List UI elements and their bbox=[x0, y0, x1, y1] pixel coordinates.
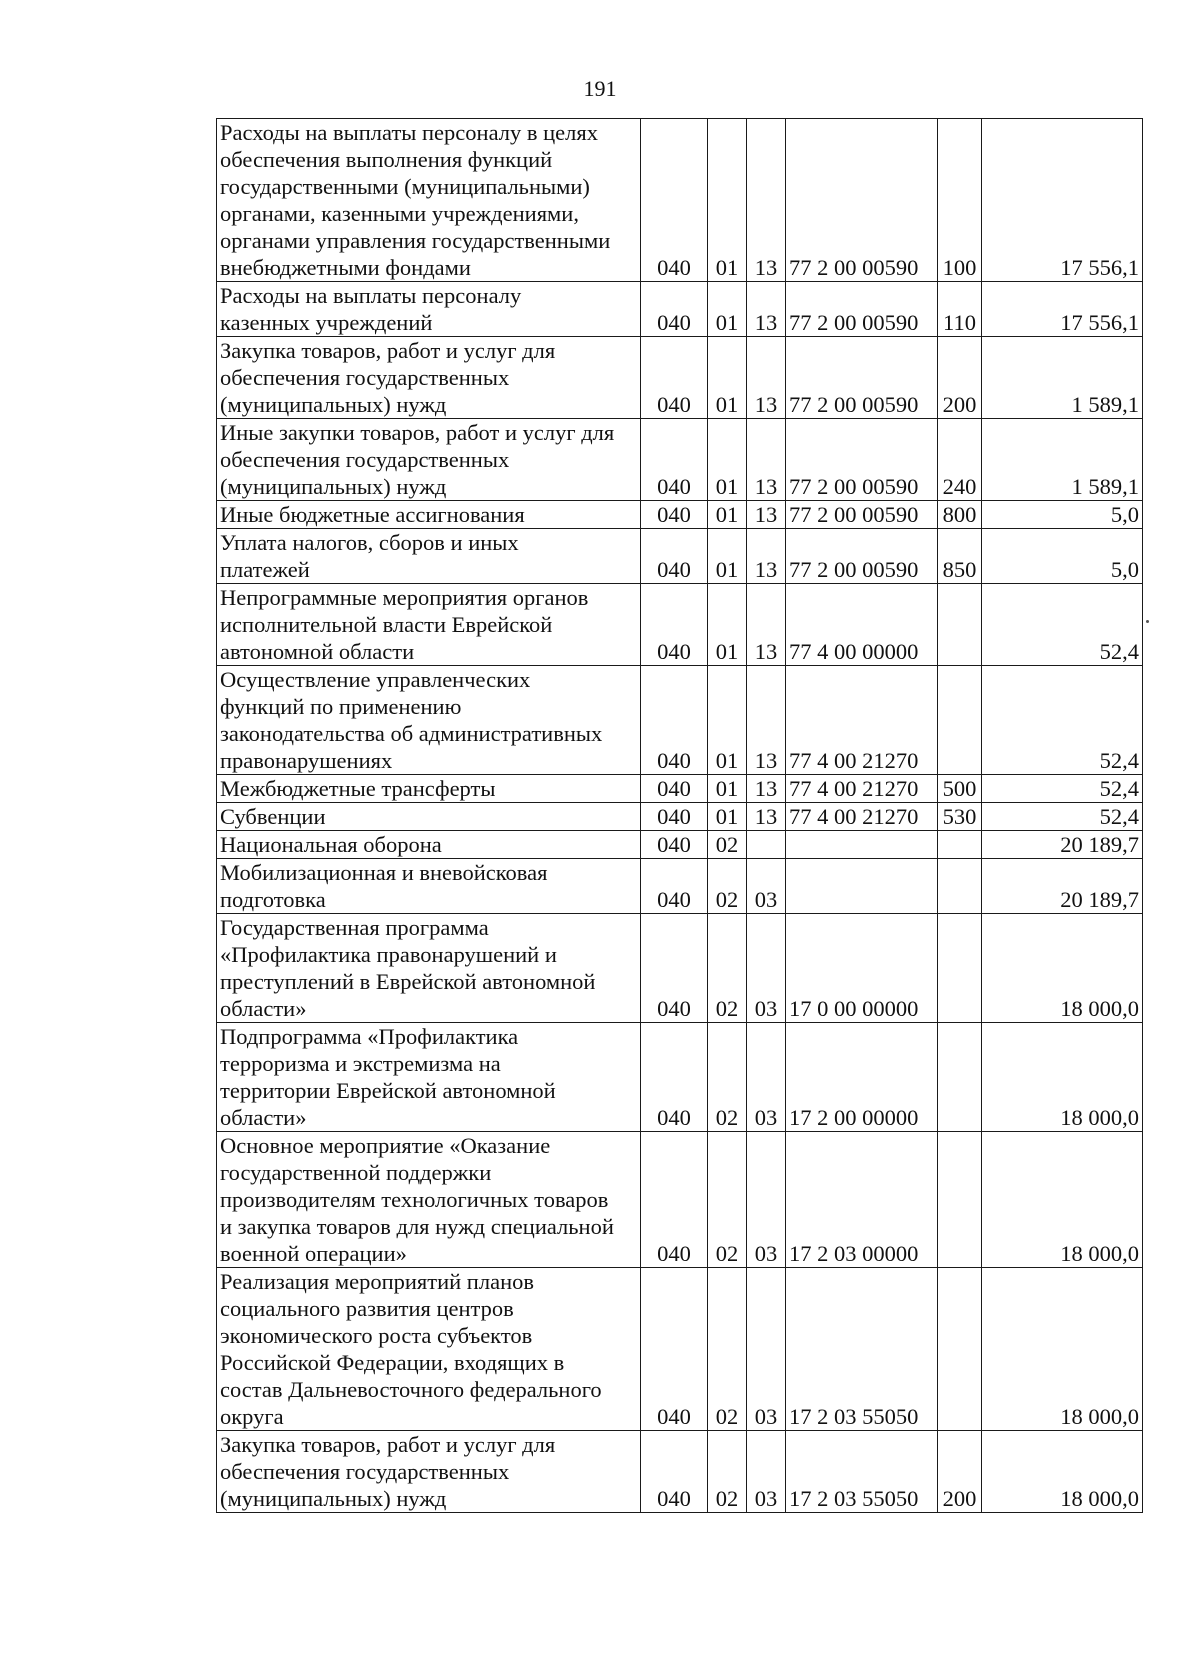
item-name-line: обеспечения выполнения функций bbox=[220, 147, 553, 172]
section-code-cell: 01 bbox=[708, 529, 747, 584]
item-name-line: Национальная оборона bbox=[220, 832, 442, 857]
item-name-line: производителям технологичных товаров bbox=[220, 1187, 609, 1212]
table-row bbox=[217, 1132, 1143, 1268]
gr-code-cell: 040 bbox=[641, 119, 708, 282]
amount-cell: 20 189,7 bbox=[982, 831, 1143, 859]
item-name-cell bbox=[217, 666, 641, 775]
target-article-cell: 77 2 00 00590 bbox=[786, 282, 938, 337]
amount-cell: 52,4 bbox=[982, 803, 1143, 831]
item-name-line: и закупка товаров для нужд специальной bbox=[220, 1214, 614, 1239]
item-name-line: обеспечения государственных bbox=[220, 1459, 510, 1484]
subsection-code-cell bbox=[747, 831, 786, 859]
expense-type-cell: 800 bbox=[938, 501, 982, 529]
item-name-line: государственными (муниципальными) bbox=[220, 174, 590, 199]
gr-code-cell: 040 bbox=[641, 282, 708, 337]
subsection-code-cell: 03 bbox=[747, 1431, 786, 1513]
section-code-cell: 02 bbox=[708, 1431, 747, 1513]
amount-cell: 18 000,0 bbox=[982, 1132, 1143, 1268]
item-name-line: области» bbox=[220, 996, 307, 1021]
target-article-cell: 77 4 00 21270 bbox=[786, 666, 938, 775]
target-article-cell: 17 0 00 00000 bbox=[786, 914, 938, 1023]
item-name-line: Российской Федерации, входящих в bbox=[220, 1350, 565, 1375]
expense-type-cell: 200 bbox=[938, 337, 982, 419]
section-code-cell: 02 bbox=[708, 1268, 747, 1431]
target-article-cell: 17 2 03 55050 bbox=[786, 1431, 938, 1513]
item-name-cell bbox=[217, 859, 641, 914]
table-row bbox=[217, 337, 1143, 419]
gr-code-cell: 040 bbox=[641, 529, 708, 584]
gr-code-cell: 040 bbox=[641, 914, 708, 1023]
item-name-line: платежей bbox=[220, 557, 310, 582]
item-name-line: Непрограммные мероприятия органов bbox=[220, 585, 589, 610]
item-name-line: функций по применению bbox=[220, 694, 462, 719]
item-name-line: Мобилизационная и вневойсковая bbox=[220, 860, 548, 885]
table-row bbox=[217, 584, 1143, 666]
item-name-cell bbox=[217, 337, 641, 419]
section-code-cell: 01 bbox=[708, 666, 747, 775]
amount-cell: 20 189,7 bbox=[982, 859, 1143, 914]
page-number: 191 bbox=[583, 76, 617, 101]
expense-type-cell: 240 bbox=[938, 419, 982, 501]
item-name-line: органами, казенными учреждениями, bbox=[220, 201, 579, 226]
table-row bbox=[217, 666, 1143, 775]
amount-cell: 17 556,1 bbox=[982, 282, 1143, 337]
subsection-code-cell: 13 bbox=[747, 501, 786, 529]
subsection-code-cell: 13 bbox=[747, 119, 786, 282]
section-code-cell: 01 bbox=[708, 584, 747, 666]
item-name-cell bbox=[217, 1023, 641, 1132]
expense-type-cell: 110 bbox=[938, 282, 982, 337]
section-code-cell: 01 bbox=[708, 803, 747, 831]
item-name-line: округа bbox=[220, 1404, 284, 1429]
table-row bbox=[217, 419, 1143, 501]
subsection-code-cell: 03 bbox=[747, 1132, 786, 1268]
table-row bbox=[217, 1268, 1143, 1431]
table-row bbox=[217, 914, 1143, 1023]
item-name-cell bbox=[217, 831, 641, 859]
gr-code-cell: 040 bbox=[641, 666, 708, 775]
section-code-cell: 01 bbox=[708, 775, 747, 803]
table-row bbox=[217, 282, 1143, 337]
section-code-cell: 01 bbox=[708, 282, 747, 337]
target-article-cell: 17 2 00 00000 bbox=[786, 1023, 938, 1132]
expense-type-cell: 500 bbox=[938, 775, 982, 803]
expense-type-cell: 530 bbox=[938, 803, 982, 831]
section-code-cell: 01 bbox=[708, 119, 747, 282]
gr-code-cell: 040 bbox=[641, 1023, 708, 1132]
item-name-line: экономического роста субъектов bbox=[220, 1323, 533, 1348]
section-code-cell: 02 bbox=[708, 831, 747, 859]
amount-cell: 52,4 bbox=[982, 775, 1143, 803]
item-name-line: (муниципальных) нужд bbox=[220, 474, 447, 499]
amount-cell: 18 000,0 bbox=[982, 1268, 1143, 1431]
item-name-line: области» bbox=[220, 1105, 307, 1130]
expense-type-cell bbox=[938, 584, 982, 666]
amount-cell: 18 000,0 bbox=[982, 1023, 1143, 1132]
target-article-cell: 17 2 03 00000 bbox=[786, 1132, 938, 1268]
expense-type-cell bbox=[938, 859, 982, 914]
item-name-line: терроризма и экстремизма на bbox=[220, 1051, 501, 1076]
subsection-code-cell: 13 bbox=[747, 337, 786, 419]
expense-type-cell bbox=[938, 1023, 982, 1132]
section-code-cell: 02 bbox=[708, 1132, 747, 1268]
expense-type-cell bbox=[938, 1268, 982, 1431]
amount-cell: 52,4 bbox=[982, 666, 1143, 775]
item-name-line: состав Дальневосточного федерального bbox=[220, 1377, 602, 1402]
item-name-cell bbox=[217, 119, 641, 282]
item-name-cell bbox=[217, 1132, 641, 1268]
gr-code-cell: 040 bbox=[641, 1268, 708, 1431]
table-row bbox=[217, 831, 1143, 859]
gr-code-cell: 040 bbox=[641, 337, 708, 419]
target-article-cell bbox=[786, 859, 938, 914]
expense-type-cell: 200 bbox=[938, 1431, 982, 1513]
item-name-line: автономной области bbox=[220, 639, 415, 664]
amount-cell: 5,0 bbox=[982, 529, 1143, 584]
item-name-line: Осуществление управленческих bbox=[220, 667, 531, 692]
table-row bbox=[217, 859, 1143, 914]
item-name-line: подготовка bbox=[220, 887, 326, 912]
expense-type-cell: 100 bbox=[938, 119, 982, 282]
subsection-code-cell: 03 bbox=[747, 859, 786, 914]
item-name-line: органами управления государственными bbox=[220, 228, 611, 253]
item-name-line: Основное мероприятие «Оказание bbox=[220, 1133, 551, 1158]
item-name-line: Субвенции bbox=[220, 804, 326, 829]
item-name-line: военной операции» bbox=[220, 1241, 407, 1266]
stray-mark bbox=[1146, 620, 1149, 623]
item-name-line: внебюджетными фондами bbox=[220, 255, 471, 280]
amount-cell: 1 589,1 bbox=[982, 419, 1143, 501]
item-name-line: обеспечения государственных bbox=[220, 447, 510, 472]
item-name-cell bbox=[217, 914, 641, 1023]
gr-code-cell: 040 bbox=[641, 775, 708, 803]
item-name-cell bbox=[217, 529, 641, 584]
expense-type-cell bbox=[938, 1132, 982, 1268]
target-article-cell: 77 4 00 21270 bbox=[786, 803, 938, 831]
subsection-code-cell: 03 bbox=[747, 1023, 786, 1132]
expense-type-cell bbox=[938, 914, 982, 1023]
item-name-cell bbox=[217, 501, 641, 529]
amount-cell: 18 000,0 bbox=[982, 914, 1143, 1023]
target-article-cell: 77 2 00 00590 bbox=[786, 529, 938, 584]
target-article-cell: 77 2 00 00590 bbox=[786, 419, 938, 501]
amount-cell: 52,4 bbox=[982, 584, 1143, 666]
item-name-line: Подпрограмма «Профилактика bbox=[220, 1024, 519, 1049]
item-name-line: обеспечения государственных bbox=[220, 365, 510, 390]
item-name-line: преступлений в Еврейской автономной bbox=[220, 969, 596, 994]
amount-cell: 1 589,1 bbox=[982, 337, 1143, 419]
item-name-line: «Профилактика правонарушений и bbox=[220, 942, 557, 967]
gr-code-cell: 040 bbox=[641, 803, 708, 831]
gr-code-cell: 040 bbox=[641, 1431, 708, 1513]
subsection-code-cell: 03 bbox=[747, 1268, 786, 1431]
item-name-line: казенных учреждений bbox=[220, 310, 433, 335]
table-row bbox=[217, 775, 1143, 803]
item-name-line: Расходы на выплаты персоналу в целях bbox=[220, 120, 598, 145]
subsection-code-cell: 13 bbox=[747, 419, 786, 501]
table-row bbox=[217, 501, 1143, 529]
expense-type-cell bbox=[938, 666, 982, 775]
item-name-cell bbox=[217, 803, 641, 831]
item-name-cell bbox=[217, 1431, 641, 1513]
gr-code-cell: 040 bbox=[641, 859, 708, 914]
expense-type-cell bbox=[938, 831, 982, 859]
target-article-cell: 77 4 00 00000 bbox=[786, 584, 938, 666]
section-code-cell: 01 bbox=[708, 337, 747, 419]
item-name-cell bbox=[217, 282, 641, 337]
section-code-cell: 02 bbox=[708, 914, 747, 1023]
item-name-line: Иные закупки товаров, работ и услуг для bbox=[220, 420, 615, 445]
item-name-line: исполнительной власти Еврейской bbox=[220, 612, 553, 637]
item-name-line: Иные бюджетные ассигнования bbox=[220, 502, 525, 527]
item-name-line: Расходы на выплаты персоналу bbox=[220, 283, 522, 308]
table-row bbox=[217, 803, 1143, 831]
item-name-line: правонарушениях bbox=[220, 748, 393, 773]
expense-type-cell: 850 bbox=[938, 529, 982, 584]
gr-code-cell: 040 bbox=[641, 584, 708, 666]
target-article-cell bbox=[786, 831, 938, 859]
gr-code-cell: 040 bbox=[641, 831, 708, 859]
subsection-code-cell: 03 bbox=[747, 914, 786, 1023]
gr-code-cell: 040 bbox=[641, 501, 708, 529]
table-row bbox=[217, 119, 1143, 282]
item-name-line: Уплата налогов, сборов и иных bbox=[220, 530, 519, 555]
section-code-cell: 02 bbox=[708, 1023, 747, 1132]
item-name-cell bbox=[217, 419, 641, 501]
gr-code-cell: 040 bbox=[641, 1132, 708, 1268]
budget-table bbox=[216, 118, 1143, 1513]
item-name-line: Реализация мероприятий планов bbox=[220, 1269, 534, 1294]
amount-cell: 17 556,1 bbox=[982, 119, 1143, 282]
section-code-cell: 01 bbox=[708, 419, 747, 501]
item-name-line: социального развития центров bbox=[220, 1296, 514, 1321]
item-name-line: законодательства об административных bbox=[220, 721, 603, 746]
item-name-line: (муниципальных) нужд bbox=[220, 392, 447, 417]
target-article-cell: 77 2 00 00590 bbox=[786, 119, 938, 282]
target-article-cell: 77 4 00 21270 bbox=[786, 775, 938, 803]
item-name-line: Закупка товаров, работ и услуг для bbox=[220, 1432, 556, 1457]
gr-code-cell: 040 bbox=[641, 419, 708, 501]
item-name-cell bbox=[217, 1268, 641, 1431]
item-name-line: Межбюджетные трансферты bbox=[220, 776, 496, 801]
subsection-code-cell: 13 bbox=[747, 584, 786, 666]
item-name-line: территории Еврейской автономной bbox=[220, 1078, 556, 1103]
table-row bbox=[217, 1431, 1143, 1513]
item-name-line: (муниципальных) нужд bbox=[220, 1486, 447, 1511]
item-name-cell bbox=[217, 584, 641, 666]
subsection-code-cell: 13 bbox=[747, 529, 786, 584]
subsection-code-cell: 13 bbox=[747, 775, 786, 803]
item-name-line: Закупка товаров, работ и услуг для bbox=[220, 338, 556, 363]
amount-cell: 5,0 bbox=[982, 501, 1143, 529]
section-code-cell: 01 bbox=[708, 501, 747, 529]
subsection-code-cell: 13 bbox=[747, 803, 786, 831]
table-row bbox=[217, 1023, 1143, 1132]
item-name-cell bbox=[217, 775, 641, 803]
target-article-cell: 77 2 00 00590 bbox=[786, 337, 938, 419]
subsection-code-cell: 13 bbox=[747, 666, 786, 775]
target-article-cell: 77 2 00 00590 bbox=[786, 501, 938, 529]
section-code-cell: 02 bbox=[708, 859, 747, 914]
item-name-line: государственной поддержки bbox=[220, 1160, 492, 1185]
item-name-line: Государственная программа bbox=[220, 915, 489, 940]
subsection-code-cell: 13 bbox=[747, 282, 786, 337]
table-row bbox=[217, 529, 1143, 584]
target-article-cell: 17 2 03 55050 bbox=[786, 1268, 938, 1431]
amount-cell: 18 000,0 bbox=[982, 1431, 1143, 1513]
